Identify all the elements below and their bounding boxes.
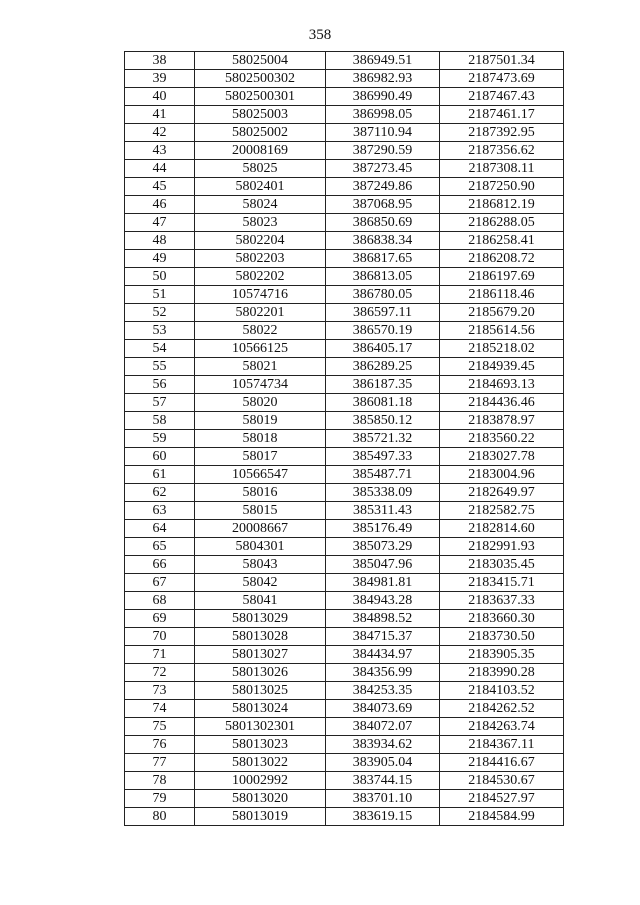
x-coordinate-cell: 387273.45 [326, 160, 440, 178]
point-id-cell: 58013020 [195, 790, 326, 808]
x-coordinate-cell: 384715.37 [326, 628, 440, 646]
table-row [125, 178, 564, 196]
point-id-cell: 10002992 [195, 772, 326, 790]
table-row [125, 160, 564, 178]
x-coordinate-cell: 384072.07 [326, 718, 440, 736]
y-coordinate-cell: 2184530.67 [440, 772, 564, 790]
y-coordinate-cell: 2183637.33 [440, 592, 564, 610]
point-id-cell: 58021 [195, 358, 326, 376]
point-id-cell: 58015 [195, 502, 326, 520]
x-coordinate-cell: 386780.05 [326, 286, 440, 304]
y-coordinate-cell: 2183560.22 [440, 430, 564, 448]
y-coordinate-cell: 2187461.17 [440, 106, 564, 124]
point-id-cell: 58043 [195, 556, 326, 574]
x-coordinate-cell: 386597.11 [326, 304, 440, 322]
point-number-cell: 64 [125, 520, 195, 538]
point-id-cell: 5802204 [195, 232, 326, 250]
table-row [125, 412, 564, 430]
point-number-cell: 47 [125, 214, 195, 232]
y-coordinate-cell: 2182582.75 [440, 502, 564, 520]
y-coordinate-cell: 2184416.67 [440, 754, 564, 772]
point-id-cell: 58041 [195, 592, 326, 610]
y-coordinate-cell: 2186258.41 [440, 232, 564, 250]
table-row [125, 772, 564, 790]
page-number: 358 [308, 27, 332, 43]
point-number-cell: 68 [125, 592, 195, 610]
point-number-cell: 45 [125, 178, 195, 196]
point-id-cell: 58023 [195, 214, 326, 232]
y-coordinate-cell: 2184527.97 [440, 790, 564, 808]
y-coordinate-cell: 2184693.13 [440, 376, 564, 394]
y-coordinate-cell: 2186208.72 [440, 250, 564, 268]
point-number-cell: 61 [125, 466, 195, 484]
y-coordinate-cell: 2186118.46 [440, 286, 564, 304]
point-id-cell: 58018 [195, 430, 326, 448]
coordinates-table [124, 51, 564, 826]
y-coordinate-cell: 2183660.30 [440, 610, 564, 628]
table-row [125, 736, 564, 754]
point-number-cell: 50 [125, 268, 195, 286]
point-number-cell: 75 [125, 718, 195, 736]
x-coordinate-cell: 385047.96 [326, 556, 440, 574]
x-coordinate-cell: 386817.65 [326, 250, 440, 268]
point-number-cell: 78 [125, 772, 195, 790]
table-row [125, 250, 564, 268]
point-id-cell: 10574716 [195, 286, 326, 304]
point-number-cell: 49 [125, 250, 195, 268]
point-number-cell: 70 [125, 628, 195, 646]
x-coordinate-cell: 387110.94 [326, 124, 440, 142]
y-coordinate-cell: 2183035.45 [440, 556, 564, 574]
x-coordinate-cell: 384898.52 [326, 610, 440, 628]
table-row [125, 718, 564, 736]
y-coordinate-cell: 2187473.69 [440, 70, 564, 88]
x-coordinate-cell: 384981.81 [326, 574, 440, 592]
table-row [125, 430, 564, 448]
y-coordinate-cell: 2182814.60 [440, 520, 564, 538]
x-coordinate-cell: 385850.12 [326, 412, 440, 430]
table-row [125, 520, 564, 538]
y-coordinate-cell: 2183905.35 [440, 646, 564, 664]
point-number-cell: 67 [125, 574, 195, 592]
table-row [125, 556, 564, 574]
x-coordinate-cell: 384253.35 [326, 682, 440, 700]
point-id-cell: 58025 [195, 160, 326, 178]
x-coordinate-cell: 386982.93 [326, 70, 440, 88]
table-row [125, 268, 564, 286]
y-coordinate-cell: 2185218.02 [440, 340, 564, 358]
table-row [125, 484, 564, 502]
point-number-cell: 59 [125, 430, 195, 448]
point-number-cell: 43 [125, 142, 195, 160]
point-number-cell: 53 [125, 322, 195, 340]
y-coordinate-cell: 2187356.62 [440, 142, 564, 160]
point-id-cell: 20008169 [195, 142, 326, 160]
y-coordinate-cell: 2186288.05 [440, 214, 564, 232]
table-row [125, 304, 564, 322]
point-number-cell: 69 [125, 610, 195, 628]
x-coordinate-cell: 386289.25 [326, 358, 440, 376]
x-coordinate-cell: 387290.59 [326, 142, 440, 160]
point-number-cell: 41 [125, 106, 195, 124]
point-number-cell: 65 [125, 538, 195, 556]
y-coordinate-cell: 2183730.50 [440, 628, 564, 646]
y-coordinate-cell: 2184103.52 [440, 682, 564, 700]
table-row [125, 466, 564, 484]
point-id-cell: 58013023 [195, 736, 326, 754]
point-id-cell: 58013028 [195, 628, 326, 646]
x-coordinate-cell: 383619.15 [326, 808, 440, 826]
point-id-cell: 58013029 [195, 610, 326, 628]
y-coordinate-cell: 2183004.96 [440, 466, 564, 484]
point-id-cell: 5802500302 [195, 70, 326, 88]
point-id-cell: 58025002 [195, 124, 326, 142]
x-coordinate-cell: 386081.18 [326, 394, 440, 412]
point-id-cell: 58042 [195, 574, 326, 592]
table-row [125, 700, 564, 718]
point-id-cell: 5802201 [195, 304, 326, 322]
point-id-cell: 58025004 [195, 52, 326, 70]
x-coordinate-cell: 385721.32 [326, 430, 440, 448]
table-row [125, 214, 564, 232]
x-coordinate-cell: 384943.28 [326, 592, 440, 610]
point-number-cell: 58 [125, 412, 195, 430]
point-number-cell: 40 [125, 88, 195, 106]
x-coordinate-cell: 387249.86 [326, 178, 440, 196]
point-number-cell: 57 [125, 394, 195, 412]
table-row [125, 808, 564, 826]
point-number-cell: 76 [125, 736, 195, 754]
point-id-cell: 10566547 [195, 466, 326, 484]
point-id-cell: 5802500301 [195, 88, 326, 106]
y-coordinate-cell: 2184939.45 [440, 358, 564, 376]
x-coordinate-cell: 386949.51 [326, 52, 440, 70]
y-coordinate-cell: 2183990.28 [440, 664, 564, 682]
y-coordinate-cell: 2183878.97 [440, 412, 564, 430]
point-number-cell: 52 [125, 304, 195, 322]
x-coordinate-cell: 384356.99 [326, 664, 440, 682]
point-number-cell: 39 [125, 70, 195, 88]
table-row [125, 358, 564, 376]
x-coordinate-cell: 383701.10 [326, 790, 440, 808]
point-number-cell: 55 [125, 358, 195, 376]
point-number-cell: 60 [125, 448, 195, 466]
y-coordinate-cell: 2187392.95 [440, 124, 564, 142]
table-row [125, 340, 564, 358]
point-number-cell: 72 [125, 664, 195, 682]
table-row [125, 142, 564, 160]
point-number-cell: 77 [125, 754, 195, 772]
point-number-cell: 62 [125, 484, 195, 502]
y-coordinate-cell: 2185679.20 [440, 304, 564, 322]
table-row [125, 106, 564, 124]
point-id-cell: 58016 [195, 484, 326, 502]
point-id-cell: 58020 [195, 394, 326, 412]
table-row [125, 646, 564, 664]
x-coordinate-cell: 386187.35 [326, 376, 440, 394]
point-number-cell: 54 [125, 340, 195, 358]
table-row [125, 592, 564, 610]
table-row [125, 196, 564, 214]
table-row [125, 376, 564, 394]
point-number-cell: 63 [125, 502, 195, 520]
point-number-cell: 42 [125, 124, 195, 142]
y-coordinate-cell: 2184584.99 [440, 808, 564, 826]
table-row [125, 448, 564, 466]
point-id-cell: 58022 [195, 322, 326, 340]
table-row [125, 628, 564, 646]
x-coordinate-cell: 385176.49 [326, 520, 440, 538]
table-row [125, 610, 564, 628]
point-id-cell: 58025003 [195, 106, 326, 124]
y-coordinate-cell: 2182991.93 [440, 538, 564, 556]
point-id-cell: 5801302301 [195, 718, 326, 736]
point-id-cell: 20008667 [195, 520, 326, 538]
table-row [125, 124, 564, 142]
table-row [125, 682, 564, 700]
x-coordinate-cell: 385338.09 [326, 484, 440, 502]
point-number-cell: 51 [125, 286, 195, 304]
table-row [125, 538, 564, 556]
y-coordinate-cell: 2183415.71 [440, 574, 564, 592]
point-id-cell: 5802203 [195, 250, 326, 268]
point-number-cell: 66 [125, 556, 195, 574]
y-coordinate-cell: 2182649.97 [440, 484, 564, 502]
x-coordinate-cell: 386813.05 [326, 268, 440, 286]
x-coordinate-cell: 385497.33 [326, 448, 440, 466]
table-row [125, 70, 564, 88]
y-coordinate-cell: 2184436.46 [440, 394, 564, 412]
point-number-cell: 48 [125, 232, 195, 250]
x-coordinate-cell: 383744.15 [326, 772, 440, 790]
x-coordinate-cell: 386570.19 [326, 322, 440, 340]
x-coordinate-cell: 385073.29 [326, 538, 440, 556]
point-id-cell: 5804301 [195, 538, 326, 556]
x-coordinate-cell: 385311.43 [326, 502, 440, 520]
table-row [125, 754, 564, 772]
point-id-cell: 10574734 [195, 376, 326, 394]
point-id-cell: 58024 [195, 196, 326, 214]
y-coordinate-cell: 2187308.11 [440, 160, 564, 178]
x-coordinate-cell: 386405.17 [326, 340, 440, 358]
point-id-cell: 58019 [195, 412, 326, 430]
x-coordinate-cell: 384434.97 [326, 646, 440, 664]
point-number-cell: 80 [125, 808, 195, 826]
point-id-cell: 5802202 [195, 268, 326, 286]
y-coordinate-cell: 2184262.52 [440, 700, 564, 718]
point-id-cell: 58017 [195, 448, 326, 466]
y-coordinate-cell: 2186197.69 [440, 268, 564, 286]
y-coordinate-cell: 2186812.19 [440, 196, 564, 214]
table-row [125, 574, 564, 592]
table-row [125, 502, 564, 520]
point-number-cell: 46 [125, 196, 195, 214]
point-number-cell: 38 [125, 52, 195, 70]
y-coordinate-cell: 2184367.11 [440, 736, 564, 754]
point-id-cell: 58013026 [195, 664, 326, 682]
x-coordinate-cell: 385487.71 [326, 466, 440, 484]
y-coordinate-cell: 2187250.90 [440, 178, 564, 196]
point-id-cell: 58013019 [195, 808, 326, 826]
x-coordinate-cell: 383905.04 [326, 754, 440, 772]
point-id-cell: 58013025 [195, 682, 326, 700]
y-coordinate-cell: 2183027.78 [440, 448, 564, 466]
point-id-cell: 58013027 [195, 646, 326, 664]
y-coordinate-cell: 2187501.34 [440, 52, 564, 70]
x-coordinate-cell: 386838.34 [326, 232, 440, 250]
x-coordinate-cell: 386850.69 [326, 214, 440, 232]
point-number-cell: 44 [125, 160, 195, 178]
point-number-cell: 74 [125, 700, 195, 718]
table-row [125, 232, 564, 250]
point-id-cell: 58013024 [195, 700, 326, 718]
point-number-cell: 79 [125, 790, 195, 808]
point-id-cell: 5802401 [195, 178, 326, 196]
point-number-cell: 56 [125, 376, 195, 394]
y-coordinate-cell: 2184263.74 [440, 718, 564, 736]
point-id-cell: 10566125 [195, 340, 326, 358]
y-coordinate-cell: 2185614.56 [440, 322, 564, 340]
x-coordinate-cell: 384073.69 [326, 700, 440, 718]
table-row [125, 394, 564, 412]
x-coordinate-cell: 386990.49 [326, 88, 440, 106]
point-id-cell: 58013022 [195, 754, 326, 772]
table-row [125, 790, 564, 808]
x-coordinate-cell: 387068.95 [326, 196, 440, 214]
table-row [125, 52, 564, 70]
x-coordinate-cell: 386998.05 [326, 106, 440, 124]
table-row [125, 664, 564, 682]
table-row [125, 286, 564, 304]
y-coordinate-cell: 2187467.43 [440, 88, 564, 106]
coordinates-table-body [125, 52, 564, 826]
point-number-cell: 73 [125, 682, 195, 700]
table-row [125, 88, 564, 106]
x-coordinate-cell: 383934.62 [326, 736, 440, 754]
point-number-cell: 71 [125, 646, 195, 664]
table-row [125, 322, 564, 340]
